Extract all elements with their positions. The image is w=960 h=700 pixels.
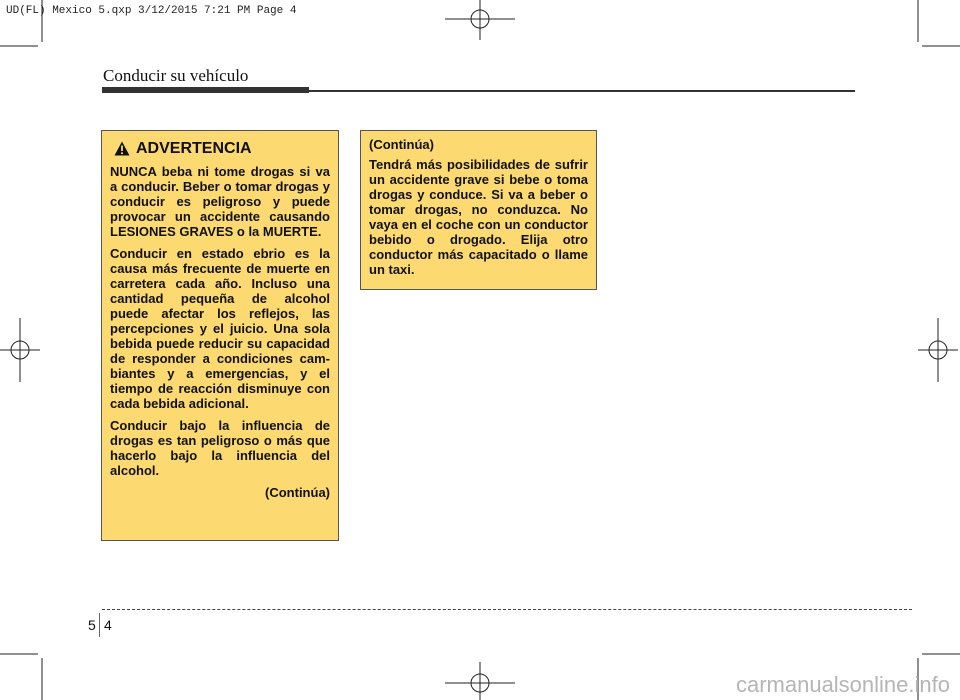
warning-paragraph-2: Conducir en estado ebrio es la causa más frecuente de muerte en carretera cada año. Incluso una cantidad pequeña de alcohol puede afectar los reflejos, las percepciones y el juicio. Una sola bebida puede reducir su capacidad de responder a condiciones cam-biantes y a emergencias, y el tiempo de reacción disminuye con cada bebida adicional. [110,246,330,411]
watermark: carmanualsonline.info [735,672,950,697]
continued-heading: (Continúa) [369,137,434,152]
warning-triangle-icon [114,141,130,156]
header-rule-thin [309,90,855,92]
warning-continued: (Continúa) [265,485,330,500]
footer-rule [102,609,912,610]
warning-box [101,130,339,541]
crosshair-left [0,318,40,382]
crosshair-bottom [445,662,515,700]
section-title: Conducir su vehículo [103,66,249,85]
warning-heading [114,141,330,156]
header-rule-thick [102,87,309,93]
crosshair-top [445,0,515,40]
continued-box [360,130,597,290]
page-number-divider [99,613,100,637]
warning-heading-text: ADVERTENCIA [136,140,252,157]
printer-slug: UD(FL) Mexico 5.qxp 3/12/2015 7:21 PM Page 4 [6,5,297,17]
warning-paragraph-3: Conducir bajo la influencia de drogas es tan peligroso o más que hacerlo bajo la influencia del alcohol. [110,418,330,478]
continued-paragraph: Tendrá más posibilidades de sufrir un accidente grave si bebe o toma drogas y conduce. Si va a beber o tomar drogas, no conduzca. No vaya en el coche con un conductor bebido o drogado. Elija otro conductor más capacitado o llame un taxi. [369,157,588,277]
warning-paragraph-1: NUNCA beba ni tome drogas si va a conducir. Beber o tomar drogas y conducir es peligroso y puede provocar un accidente causando LESIONES GRAVES o la MUERTE. [110,164,330,239]
crosshair-right [918,318,958,382]
page-number: 4 [104,617,112,633]
chapter-number: 5 [88,617,96,633]
